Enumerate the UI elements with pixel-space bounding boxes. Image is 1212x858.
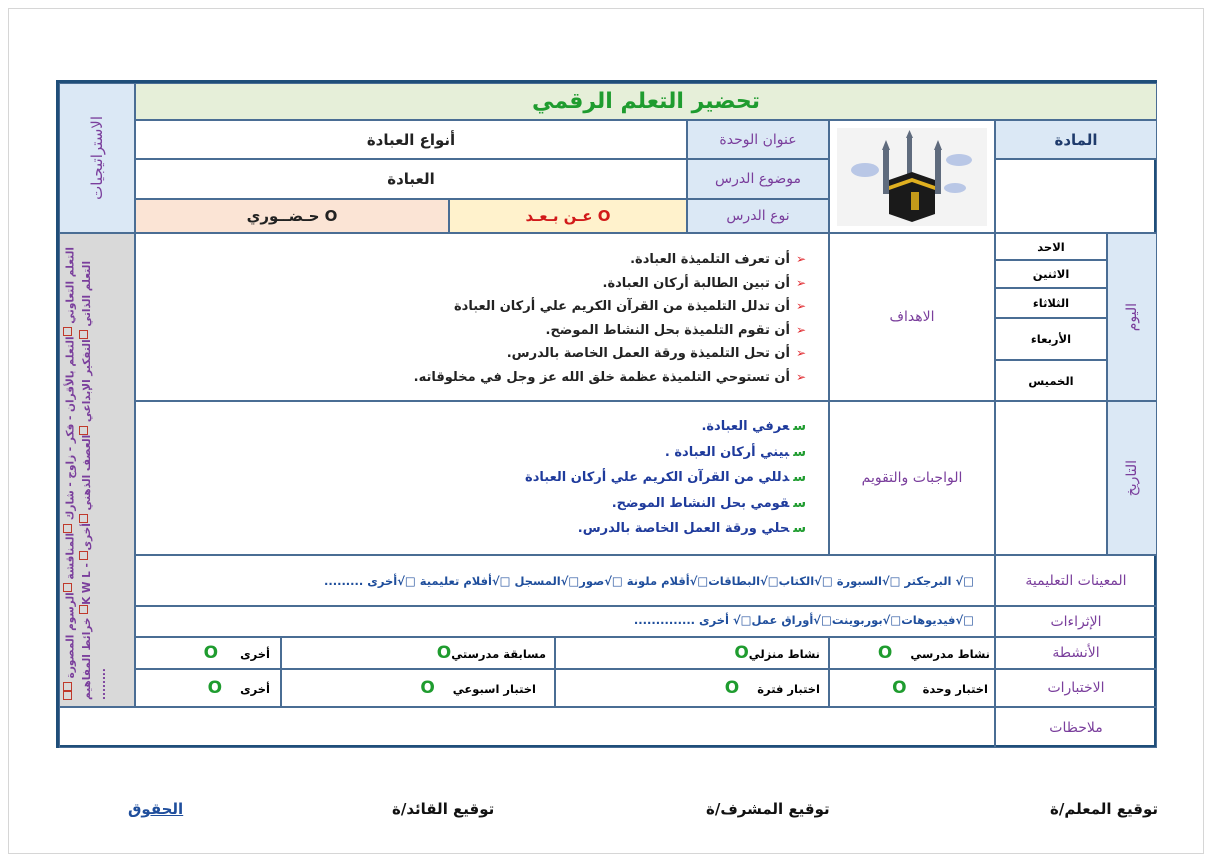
strategy-item: المناقشة <box>64 532 77 580</box>
homework-item: سبيني أركان العبادة . <box>664 444 806 460</box>
notes-value-cell[interactable] <box>59 707 995 748</box>
checkbox-icon[interactable] <box>63 327 72 336</box>
enrichments-options[interactable] <box>135 606 995 637</box>
checkbox-icon[interactable] <box>63 583 72 592</box>
enrichments-label: الإثراءات <box>1050 613 1102 630</box>
strategy-item: أخرى ........ <box>81 523 108 700</box>
date-value-cell[interactable] <box>995 401 1107 555</box>
strategy-item: الرسوم المصورة <box>64 592 77 679</box>
strategy-item: التعلم الذاتي <box>81 260 93 327</box>
strategy-item: K W L <box>81 571 93 605</box>
strategy-item: التعلم بالأقران <box>64 336 77 412</box>
radio-icon: O <box>724 678 740 698</box>
radio-icon: O <box>892 678 907 698</box>
strategies-list: التعلم التعاوني التعلم بالأقران - فكر - زاوج - شارك المناقشة الرسوم المصورة خرائط المفاهيم K W L - التعلم الذاتي التفكير الإبداعي العصف الذهني أخرى ........ <box>64 246 108 700</box>
day-thursday[interactable]: الخميس <box>995 360 1107 401</box>
checkbox-icon[interactable] <box>80 551 89 560</box>
objectives-label: الاهداف <box>889 309 935 325</box>
day-wednesday[interactable]: الأربعاء <box>995 318 1107 360</box>
lesson-topic-value: العبادة <box>387 170 435 188</box>
day-sunday[interactable]: الاحد <box>995 233 1107 260</box>
strategies-label: الاستراتيجيات <box>88 116 106 200</box>
homework-list <box>135 401 829 555</box>
teaching-aids-label: المعينات التعليمية <box>1025 572 1127 589</box>
strategy-item: العصف الذهني <box>81 434 93 511</box>
objective-item: ➢أن تقوم التلميذة بحل النشاط الموضح. <box>545 322 806 338</box>
page-title: تحضير التعلم الرقمي <box>531 89 761 114</box>
subject-label-cell <box>995 120 1157 159</box>
strategy-item: التفكير الإبداعي <box>81 339 93 423</box>
radio-icon: O <box>207 678 223 698</box>
checkbox-icon[interactable] <box>80 605 89 614</box>
unit-title-value-cell <box>135 120 687 159</box>
kaaba-image-cell <box>829 120 995 233</box>
teaching-aids-label-cell <box>995 555 1157 606</box>
lesson-topic-label: موضوع الدرس <box>714 171 801 187</box>
checkbox-icon[interactable] <box>80 330 89 339</box>
strategy-item: التعلم التعاوني <box>64 246 77 324</box>
activity-option-home[interactable]: نشاط منزليO <box>555 637 829 669</box>
activity-option-other[interactable]: أخرى O <box>135 637 281 669</box>
day-label: اليوم <box>1124 302 1140 332</box>
activity-option-school[interactable]: نشاط مدرسي O <box>829 637 995 669</box>
day-label-cell <box>1107 233 1157 401</box>
arrow-icon: ➢ <box>795 369 806 384</box>
remote-label: عـن بـعـد O <box>525 207 611 225</box>
objective-item: ➢أن تدلل التلميذة من القرآن الكريم علي أركان العبادة <box>453 299 806 314</box>
day-tuesday[interactable]: الثلاثاء <box>995 288 1107 318</box>
tests-label-cell <box>995 669 1157 707</box>
lesson-topic-value-cell <box>135 159 687 199</box>
remote-option[interactable] <box>449 199 687 233</box>
homework-label: الواجبات والتقويم <box>861 470 963 486</box>
test-option-other[interactable]: أخرى O <box>135 669 281 707</box>
homework-item: سحلي ورقة العمل الخاصة بالدرس. <box>577 521 806 536</box>
activities-label: الأنشطة <box>1052 645 1100 661</box>
unit-title-value: أنواع العبادة <box>366 130 456 149</box>
homework-item: سعرفي العبادة. <box>701 419 806 434</box>
objectives-label-cell <box>829 233 995 401</box>
objective-item: ➢أن تعرف التلميذة العبادة. <box>630 252 806 267</box>
arrow-icon: ➢ <box>795 299 806 313</box>
arrow-icon: ➢ <box>795 252 806 266</box>
checkbox-icon[interactable] <box>63 691 72 700</box>
subject-value-cell[interactable] <box>995 159 1157 233</box>
lesson-type-label-cell <box>687 199 829 233</box>
date-label: التاريخ <box>1124 459 1140 497</box>
title-bar <box>135 83 1157 120</box>
lesson-type-label: نوع الدرس <box>726 208 790 224</box>
checkbox-icon[interactable] <box>80 514 89 523</box>
checkbox-icon[interactable] <box>63 682 72 691</box>
objective-item: ➢أن تبين الطالبة أركان العبادة. <box>602 275 806 291</box>
homework-item: سدللي من القرآن الكريم علي أركان العبادة <box>525 470 806 485</box>
lesson-topic-label-cell <box>687 159 829 199</box>
leader-signature: توقيع القائد/ة <box>392 800 495 818</box>
homework-item: سقومي بحل النشاط الموضح. <box>611 495 806 511</box>
radio-icon: O <box>203 643 219 663</box>
date-label-cell <box>1107 401 1157 555</box>
unit-title-label: عنوان الوحدة <box>719 131 797 148</box>
checkbox-icon[interactable] <box>63 524 72 533</box>
arrow-icon: ➢ <box>795 346 806 360</box>
enrichments-text: □√فيديوهات□√بوربوينت□√أوراق عمل□√ أخرى .............. <box>633 613 974 627</box>
notes-label: ملاحظات <box>1049 719 1103 736</box>
test-option-unit[interactable]: اختبار وحدة O <box>829 669 995 707</box>
test-option-term[interactable]: اختبار فترة O <box>555 669 829 707</box>
strategies-list-cell <box>59 233 135 707</box>
objective-item: ➢أن تحل التلميذة ورقة العمل الخاصة بالدرس. <box>506 346 806 361</box>
in-person-label: حـضــوري O <box>246 207 338 225</box>
teaching-aids-text: □√ البرجكتر □√السبورة □√الكتاب□√البطاقات□√أقلام ملونة □√صور□√المسجل □√أفلام تعليمية □√أخرى ......... <box>323 574 974 588</box>
checkbox-icon[interactable] <box>80 426 89 435</box>
subject-label: المادة <box>1054 130 1098 149</box>
in-person-option[interactable] <box>135 199 449 233</box>
unit-title-label-cell <box>687 120 829 159</box>
enrichments-label-cell <box>995 606 1157 637</box>
activity-option-school-contest[interactable]: مسابقة مدرستيO <box>281 637 555 669</box>
strategies-label-cell <box>59 83 135 233</box>
homework-label-cell <box>829 401 995 555</box>
teacher-signature: توقيع المعلم/ة <box>1050 800 1158 818</box>
tests-label: الاختبارات <box>1047 680 1105 696</box>
strategy-item: فكر - زاوج - شارك <box>64 423 77 521</box>
strategy-item: خرائط المفاهيم <box>81 617 93 700</box>
test-option-weekly[interactable]: اختبار اسبوعي O <box>281 669 555 707</box>
arrow-icon: ➢ <box>795 275 806 290</box>
activities-label-cell <box>995 637 1157 669</box>
notes-label-cell <box>995 707 1157 748</box>
lesson-plan-frame <box>56 80 1157 748</box>
objectives-list <box>135 233 829 401</box>
objective-item: ➢أن تستوحي التلميذة عظمة خلق الله عز وجل في مخلوقاته. <box>413 369 806 385</box>
kaaba-illustration <box>837 128 987 226</box>
radio-icon: O <box>734 643 749 663</box>
supervisor-signature: توقيع المشرف/ة <box>706 800 830 818</box>
rights-link[interactable]: الحقوق <box>128 800 184 818</box>
day-monday[interactable]: الاثنين <box>995 260 1107 288</box>
radio-icon: O <box>436 643 452 663</box>
radio-icon: O <box>877 643 893 663</box>
teaching-aids-options[interactable] <box>135 555 995 606</box>
radio-icon: O <box>420 678 435 698</box>
arrow-icon: ➢ <box>795 322 806 337</box>
